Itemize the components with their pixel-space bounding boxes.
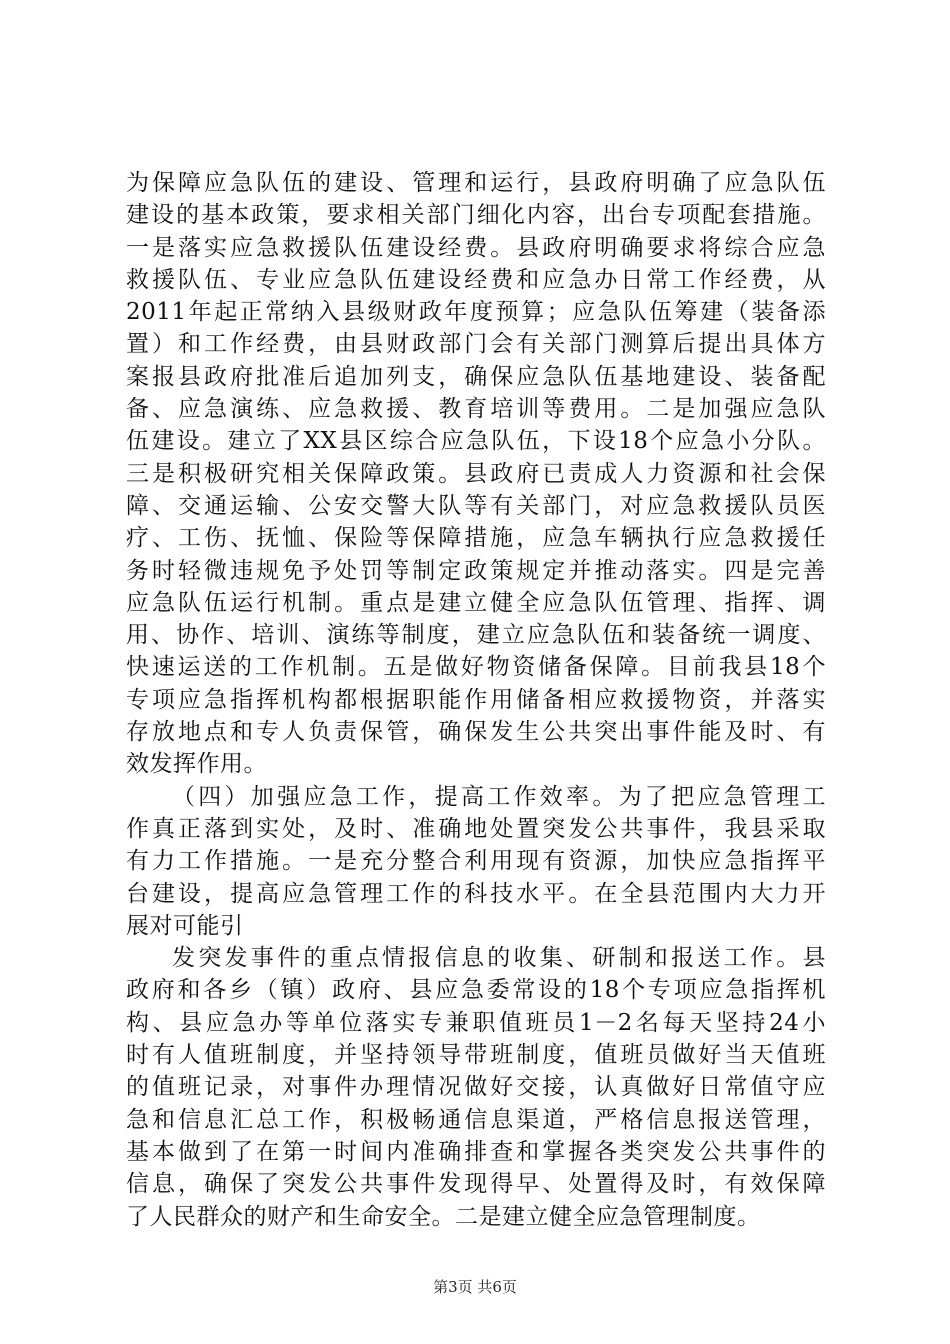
text-line: 2011年起正常纳入县级财政年度预算；应急队伍筹建（装备添 <box>126 299 826 326</box>
text-line: 为保障应急队伍的建设、管理和运行，县政府明确了应急队伍 <box>126 170 826 196</box>
text-line: 一是落实应急救援队伍建设经费。县政府明确要求将综合应急 <box>126 234 826 261</box>
text-line: （四）加强应急工作，提高工作效率。为了把应急管理工 <box>172 783 826 810</box>
text-line: 有力工作措施。一是充分整合利用现有资源，加快应急指挥平 <box>126 848 826 875</box>
text-line: 案报县政府批准后追加列支，确保应急队伍基地建设、装备配 <box>126 363 826 390</box>
text-line: 时有人值班制度，并坚持领导带班制度，值班员做好当天值班 <box>126 1042 826 1069</box>
text-line: 构、县应急办等单位落实专兼职值班员1－2名每天坚持24小 <box>126 1009 826 1036</box>
text-line: 疗、工伤、抚恤、保险等保障措施，应急车辆执行应急救援任 <box>126 525 826 552</box>
text-line: 伍建设。建立了XX县区综合应急队伍，下设18个应急小分队。 <box>126 428 826 455</box>
text-line: 急和信息汇总工作，积极畅通信息渠道，严格信息报送管理， <box>126 1106 826 1133</box>
text-line: 务时轻微违规免予处罚等制定政策规定并推动落实。四是完善 <box>126 557 826 584</box>
text-line: 台建设，提高应急管理工作的科技水平。在全县范围内大力开 <box>126 880 826 907</box>
text-line: 了人民群众的财产和生命安全。二是建立健全应急管理制度。 <box>126 1203 761 1230</box>
text-line: 存放地点和专人负责保管，确保发生公共突出事件能及时、有 <box>126 719 826 746</box>
page-number-footer: 第3页 共6页 <box>433 1278 517 1296</box>
text-line: 置）和工作经费，由县财政部门会有关部门测算后提出具体方 <box>126 331 826 358</box>
text-line: 基本做到了在第一时间内准确排查和掌握各类突发公共事件的 <box>126 1138 826 1165</box>
text-line: 快速运送的工作机制。五是做好物资储备保障。目前我县18个 <box>126 654 826 681</box>
text-line: 发突发事件的重点情报信息的收集、研制和报送工作。县 <box>172 945 826 972</box>
text-line: 备、应急演练、应急救援、教育培训等费用。二是加强应急队 <box>126 396 826 423</box>
text-line: 展对可能引 <box>126 912 244 939</box>
text-line: 用、协作、培训、演练等制度，建立应急队伍和装备统一调度、 <box>126 622 826 649</box>
text-line: 信息，确保了突发公共事件发现得早、处置得及时，有效保障 <box>126 1171 826 1198</box>
text-line: 障、交通运输、公安交警大队等有关部门，对应急救援队员医 <box>126 492 826 519</box>
text-line: 建设的基本政策，要求相关部门细化内容，出台专项配套措施。 <box>126 202 826 229</box>
text-line: 救援队伍、专业应急队伍建设经费和应急办日常工作经费，从 <box>126 266 826 293</box>
text-line: 专项应急指挥机构都根据职能作用储备相应救援物资，并落实 <box>126 686 826 713</box>
text-line: 政府和各乡（镇）政府、县应急委常设的18个专项应急指挥机 <box>126 977 826 1004</box>
text-line: 效发挥作用。 <box>126 751 267 778</box>
document-body <box>126 167 826 1233</box>
text-line: 三是积极研究相关保障政策。县政府已责成人力资源和社会保 <box>126 460 826 487</box>
text-line: 的值班记录，对事件办理情况做好交接，认真做好日常值守应 <box>126 1074 826 1101</box>
text-line: 作真正落到实处，及时、准确地处置突发公共事件，我县采取 <box>126 815 826 842</box>
text-line: 应急队伍运行机制。重点是建立健全应急队伍管理、指挥、调 <box>126 589 826 616</box>
